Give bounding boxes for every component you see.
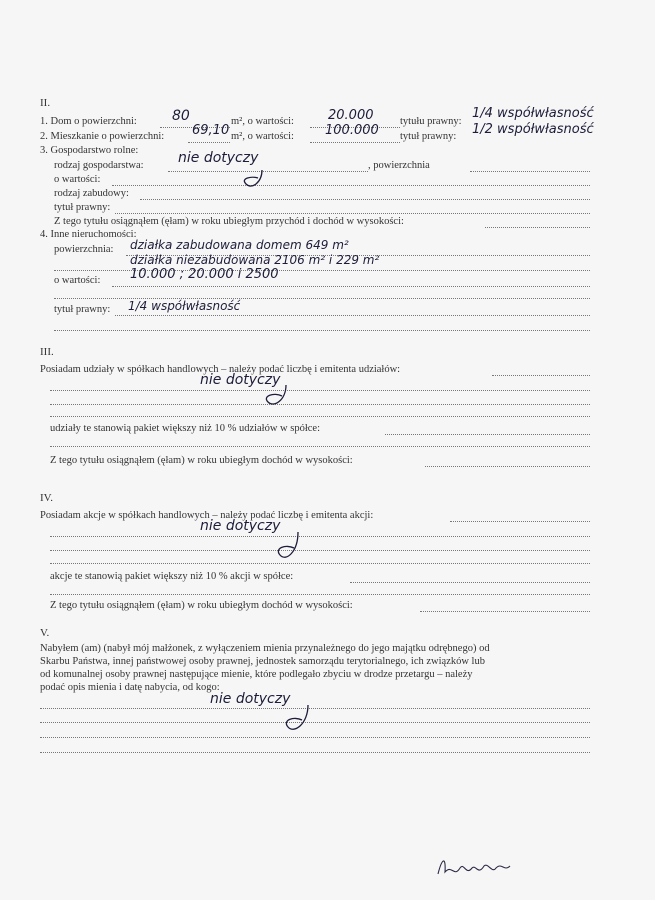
section-3-heading: III. [40,346,54,358]
flat-value: 100.000 [325,123,379,138]
stock-label: Posiadam akcje w spółkach handlowych – należy podać liczbę i emitenta akcji: [40,510,374,521]
acquisition-value: nie dotyczy [210,691,291,707]
farm-type-label: rodzaj gospodarstwa: [54,160,144,171]
shares-label: Posiadam udziały w spółkach handlowych – należy podać liczbę i emitenta udziałów: [40,364,401,375]
stock-income-label: Z tego tytułu osiągnąłem (ęłam) w roku ubiegłym dochód w wysokości: [50,600,353,611]
stock-package-label: akcje te stanowią pakiet większy niż 10 % akcji w spółce: [50,571,294,582]
shares-value: nie dotyczy [200,372,281,388]
other-area-1: działka zabudowana domem 649 m² [130,238,349,252]
farm-value-label: o wartości: [54,174,101,185]
acquisition-line-2: Skarbu Państwa, innej państwowej osoby prawnej, jednostek samorządu terytorialnego, ich związków lub [40,656,485,667]
other-value: 10.000 ; 20.000 i 2500 [130,267,279,282]
house-label: 1. Dom o powierzchni: [40,116,137,127]
other-title: 1/4 współwłasność [128,299,241,313]
flat-title-label: tytuł prawny: [400,131,457,142]
section-2-heading: II. [40,97,51,109]
farm-buildings-label: rodzaj zabudowy: [54,188,129,199]
flat-unit-value: m², o wartości: [231,131,294,142]
flat-title: 1/2 współwłasność [472,122,594,137]
stock-value: nie dotyczy [200,518,281,534]
flat-label: 2. Mieszkanie o powierzchni: [40,131,165,142]
farm-title-label: tytuł prawny: [54,202,111,213]
acquisition-hook-stroke [286,705,308,729]
house-value: 20.000 [328,108,374,123]
shares-hook-stroke [266,385,286,404]
other-value-label: o wartości: [54,275,101,286]
other-area-label: powierzchnia: [54,244,114,255]
other-property-label: 4. Inne nieruchomości: [40,229,137,240]
other-title-label: tytuł prawny: [54,304,111,315]
other-area-2: działka niezabudowana 2106 m² i 229 m² [130,253,380,267]
house-area: 80 [172,108,190,124]
acquisition-line-4: podać opis mienia i datę nabycia, od kogo: [40,682,220,693]
shares-package-label: udziały te stanowią pakiet większy niż 10 % udziałów w spółce: [50,423,321,434]
house-title-label: tytułu prawny: [400,116,462,127]
stock-hook-stroke [278,532,298,557]
section-4-heading: IV. [40,492,53,504]
shares-income-label: Z tego tytułu osiągnąłem (ęłam) w roku ubiegłym dochód w wysokości: [50,455,353,466]
farm-label: 3. Gospodarstwo rolne: [40,145,139,156]
acquisition-line-1: Nabyłem (am) (nabył mój małżonek, z wyłączeniem mienia przynależnego do jego majątku odrębnego) od [40,643,490,654]
acquisition-line-3: od komunalnej osoby prawnej następujące mienie, które podlegało zbyciu w drodze przetargu – należy [40,669,473,680]
farm-type: nie dotyczy [178,150,259,166]
farm-income-label: Z tego tytułu osiągnąłem (ęłam) w roku ubiegłym przychód i dochód w wysokości: [54,216,404,227]
farm-type-hook-stroke [244,170,262,186]
signature-scribble [432,850,522,886]
signature-stroke [438,861,510,874]
flat-area: 69,10 [192,123,230,138]
farm-area-label: , powierzchnia [368,160,430,171]
section-5-heading: V. [40,627,50,639]
house-unit-value: m², o wartości: [231,116,294,127]
house-title: 1/4 współwłasność [472,106,594,121]
